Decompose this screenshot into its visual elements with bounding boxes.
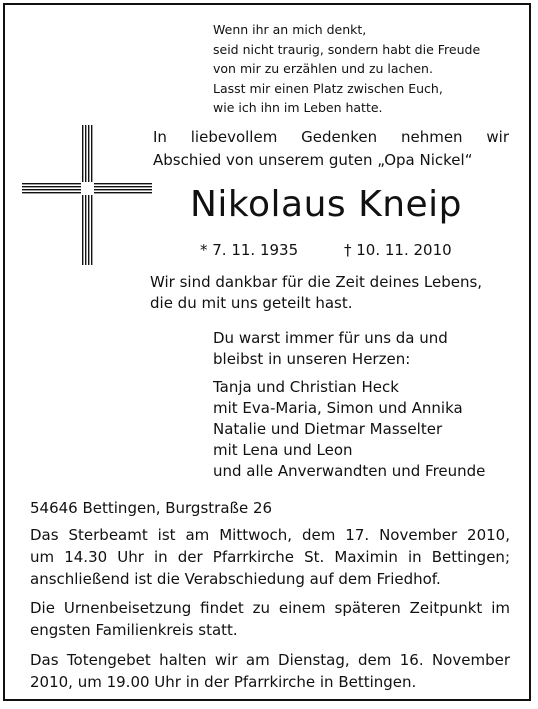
- prayer-line: Das Totengebet halten wir am Dienstag, dem 16. November: [30, 651, 510, 669]
- deceased-name: Nikolaus Kneip: [190, 184, 463, 225]
- urn-line: Die Urnenbeisetzung findet zu einem späteren Zeitpunkt im: [30, 599, 510, 617]
- tribute-line: bleibst in unseren Herzen:: [213, 350, 411, 368]
- poem: [213, 20, 480, 118]
- mourner-line: mit Lena und Leon: [213, 441, 353, 459]
- poem-line: Wenn ihr an mich denkt,: [213, 22, 367, 37]
- prayer-line: 2010, um 19.00 Uhr in der Pfarrkirche in Bettingen.: [30, 673, 417, 691]
- thanks-line: die du mit uns geteilt hast.: [150, 294, 353, 312]
- tribute-line: Du warst immer für uns da und: [213, 329, 448, 347]
- tribute: [213, 328, 448, 370]
- poem-line: seid nicht traurig, sondern habt die Freude: [213, 41, 481, 57]
- mourner-line: mit Eva-Maria, Simon und Annika: [213, 399, 463, 417]
- cross-icon: [22, 125, 152, 265]
- urn-info: [30, 597, 510, 641]
- intro-line: In liebevollem Gedenken nehmen wir: [153, 128, 509, 146]
- prayer-info: [30, 649, 510, 693]
- poem-line: wie ich ihn im Leben hatte.: [213, 100, 383, 115]
- mourner-line: Tanja und Christian Heck: [213, 378, 399, 396]
- mourners: [213, 377, 485, 482]
- death-date: † 10. 11. 2010: [344, 241, 452, 259]
- poem-line: von mir zu erzählen und zu lachen.: [213, 61, 433, 76]
- mourner-line: Natalie und Dietmar Masselter: [213, 420, 443, 438]
- intro: [153, 126, 509, 172]
- address: [30, 497, 510, 519]
- urn-line: engsten Familienkreis statt.: [30, 621, 238, 639]
- intro-line: Abschied von unserem guten „Opa Nickel“: [153, 151, 473, 169]
- funeral-line: Das Sterbeamt ist am Mittwoch, dem 17. November 2010,: [30, 526, 510, 544]
- funeral-line: um 14.30 Uhr in der Pfarrkirche St. Maximin in Bettingen;: [30, 548, 510, 566]
- poem-line: Lasst mir einen Platz zwischen Euch,: [213, 80, 443, 96]
- funeral-info: [30, 524, 510, 590]
- birth-date: * 7. 11. 1935: [200, 241, 299, 259]
- thanks-line: Wir sind dankbar für die Zeit deines Lebens,: [150, 273, 483, 291]
- thanks: [150, 272, 482, 314]
- mourner-line: und alle Anverwandten und Freunde: [213, 462, 486, 480]
- funeral-line: anschließend ist die Verabschiedung auf dem Friedhof.: [30, 570, 441, 588]
- address-line: 54646 Bettingen, Burgstraße 26: [30, 499, 273, 517]
